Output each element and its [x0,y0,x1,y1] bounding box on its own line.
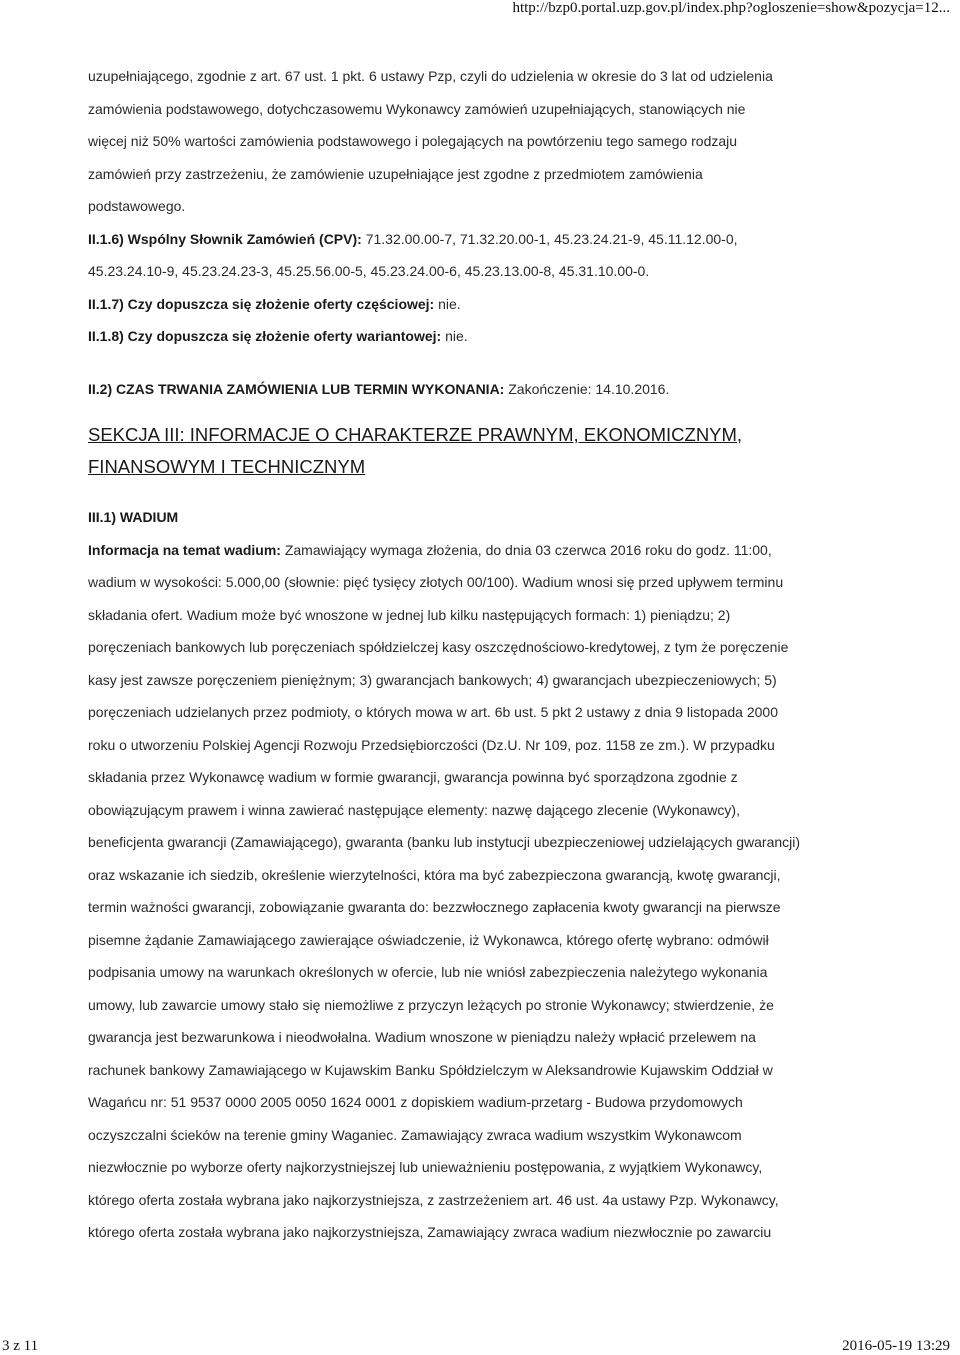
cpv-label: II.1.6) Wspólny Słownik Zamówień (CPV): [88,230,362,247]
print-timestamp: 2016-05-19 13:29 [842,1338,950,1354]
duration-label: II.2) CZAS TRWANIA ZAMÓWIENIA LUB TERMIN WYKONANIA: [88,380,505,397]
intro-line: więcej niż 50% wartości zamówienia podstawowego i polegających na powtórzeniu tego samego rodzaju [88,133,738,149]
wadium-line: termin ważności gwarancji, zobowiązanie gwaranta do: bezzwłocznego zapłacenia kwoty gwarancji na pierwsze [88,899,781,915]
intro-line: zamówień przy zastrzeżeniu, że zamówienie uzupełniające jest zgodne z przedmiotem zamówienia [88,165,703,182]
wadium-line: pisemne żądanie Zamawiającego zawierające oświadczenie, iż Wykonawca, którego ofertę wybrano: odmówił [88,931,769,948]
partial-offer-label: II.1.7) Czy dopuszcza się złożenie oferty częściowej: [88,295,435,312]
wadium-line: kasy jest zawsze poręczeniem pieniężnym; 3) gwarancjach bankowych; 4) gwarancjach ubezpieczeniowych; 5) [88,671,777,688]
variant-offer-label: II.1.8) Czy dopuszcza się złożenie oferty wariantowej: [88,328,442,344]
document-body [88,60,898,1249]
wadium-line: którego oferta została wybrana jako najkorzystniejsza, Zamawiający zwraca wadium niezwłocznie po zawarciu [88,1224,772,1240]
cpv-codes: 71.32.00.00-7, 71.32.20.00-1, 45.23.24.21-9, 45.11.12.00-0, [361,230,738,247]
wadium-heading: III.1) WADIUM [88,509,179,525]
variant-offer-line [88,320,898,353]
wadium-line: podpisania umowy na warunkach określonych w ofercie, lub nie wniósł zabezpieczenia należytego wykonania [88,964,768,980]
wadium-first-line [88,534,898,567]
wadium-line: oczyszczalni ścieków na terenie gminy Waganiec. Zamawiający zwraca wadium wszystkim Wykonawcom [88,1126,742,1143]
wadium-line: niezwłocznie po wyborze oferty najkorzystniejszej lub unieważnieniu postępowania, z wyjątkiem Wykonawcy, [88,1159,763,1175]
cpv-codes-cont: 45.23.24.10-9, 45.23.24.23-3, 45.25.56.00-5, 45.23.24.00-6, 45.23.13.00-8, 45.31.10.00-0. [88,263,650,279]
wadium-line: umowy, lub zawarcie umowy stało się niemożliwe z przyczyn leżących po stronie Wykonawcy; stwierdzenie, że [88,996,774,1013]
variant-offer-value: nie. [441,328,468,344]
wadium-label: Informacja na temat wadium: [88,541,281,558]
cpv-line [88,223,898,256]
wadium-line: poręczeniach udzielanych przez podmioty, o których mowa w art. 6b ust. 5 pkt 2 ustawy z dnia 9 listopada 2000 [88,704,778,720]
wadium-line: obowiązującym prawem i winna zawierać następujące elementy: nazwę dającego zlecenie (Wykonawcy), [88,801,740,818]
intro-line: zamówienia podstawowego, dotychczasowemu Wykonawcy zamówień uzupełniających, stanowiących nie [88,100,746,117]
partial-offer-line [88,288,898,321]
header-url: http://bzp0.portal.uzp.gov.pl/index.php?ogloszenie=show&pozycja=12... [512,0,950,16]
wadium-text: Zamawiający wymaga złożenia, do dnia 03 czerwca 2016 roku do godz. 11:00, [280,541,772,558]
intro-line: podstawowego. [88,198,186,214]
wadium-line: Wagańcu nr: 51 9537 0000 2005 0050 1624 0001 z dopiskiem wadium-przetarg - Budowa przydomowych [88,1094,743,1110]
wadium-line: rachunek bankowy Zamawiającego w Kujawskim Banku Spółdzielczym w Aleksandrowie Kujawskim Oddział w [88,1061,773,1078]
partial-offer-value: nie. [434,295,461,312]
duration-value: Zakończenie: 14.10.2016. [504,380,670,397]
wadium-line: oraz wskazanie ich siedzib, określenie wierzytelności, która ma być zabezpieczona gwarancją, kwotę gwarancji, [88,866,781,883]
duration-line [88,373,898,406]
wadium-line: składania przez Wykonawcę wadium w formie gwarancji, gwarancja powinna być sporządzona zgodnie z [88,769,738,785]
section-heading: SEKCJA III: INFORMACJE O CHARAKTERZE PRAWNYM, EKONOMICZNYM, FINANSOWYM I TECHNICZNYM [88,424,743,477]
wadium-line: gwarancja jest bezwarunkowa i nieodwołalna. Wadium wnoszone w pieniądzu należy wpłacić przelewem na [88,1029,756,1045]
page-number: 3 z 11 [2,1338,39,1354]
wadium-line: beneficjenta gwarancji (Zamawiającego), gwaranta (banku lub instytucji ubezpieczeniowej udzielających gwarancji) [88,834,801,850]
wadium-line: poręczeniach bankowych lub poręczeniach spółdzielczej kasy oszczędnościowo-kredytowej, z tym że poręczenie [88,639,789,655]
wadium-line: którego oferta została wybrana jako najkorzystniejsza, z zastrzeżeniem art. 46 ust. 4a ustawy Pzp. Wykonawcy, [88,1191,779,1208]
wadium-line: wadium w wysokości: 5.000,00 (słownie: pięć tysięcy złotych 00/100). Wadium wnosi się przed upływem terminu [88,574,784,590]
wadium-line: składania ofert. Wadium może być wnoszone w jednej lub kilku następujących formach: 1) pieniądzu; 2) [88,606,731,623]
wadium-line: roku o utworzeniu Polskiej Agencji Rozwoju Przedsiębiorczości (Dz.U. Nr 109, poz. 1158 ze zm.). W przypadku [88,736,775,753]
intro-line: uzupełniającego, zgodnie z art. 67 ust. 1 pkt. 6 ustawy Pzp, czyli do udzielenia w okresie do 3 lat od udzielenia [88,68,773,84]
